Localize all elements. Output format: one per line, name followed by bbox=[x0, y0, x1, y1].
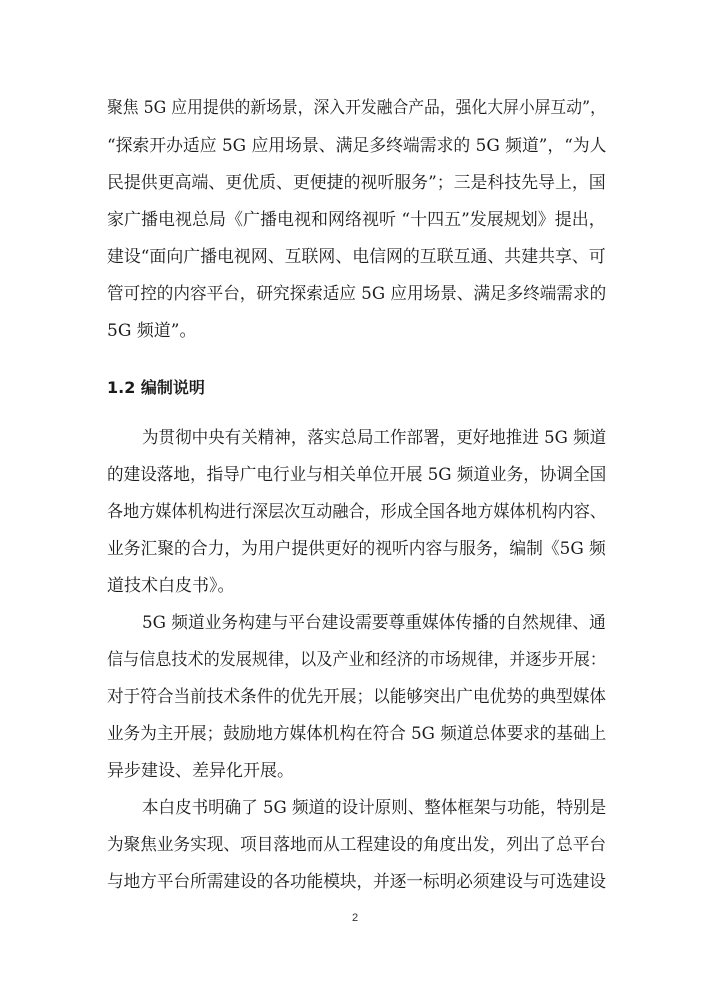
paragraph-line: 对于符合当前技术条件的优先开展；以能够突出广电优势的典型媒体 bbox=[107, 687, 606, 707]
section-heading: 1.2 编制说明 bbox=[107, 378, 205, 397]
paragraph-line: 业务汇聚的合力，为用户提供更好的视听内容与服务，编制《5G 频 bbox=[107, 539, 606, 559]
paragraph-line: “探索开办适应 5G 应用场景、满足多终端需求的 5G 频道”，“为人 bbox=[107, 136, 607, 156]
paragraph-line: 与地方平台所需建设的各功能模块，并逐一标明必须建设与可选建设 bbox=[107, 872, 606, 892]
paragraph-line: 管可控的内容平台，研究探索适应 5G 应用场景、满足多终端需求的 bbox=[107, 284, 607, 304]
paragraph-line: 信与信息技术的发展规律，以及产业和经济的市场规律，并逐步开展： bbox=[107, 650, 606, 670]
paragraph-line: 业务为主开展；鼓励地方媒体机构在符合 5G 频道总体要求的基础上 bbox=[107, 724, 607, 744]
paragraph-line: 聚焦 5G 应用提供的新场景，深入开发融合产品，强化大屏小屏互动”， bbox=[107, 98, 606, 118]
paragraph-line: 道技术白皮书》。 bbox=[107, 576, 235, 596]
paragraph-line: 民提供更高端、更优质、更便捷的视听服务”；三是科技先导上，国 bbox=[107, 173, 606, 193]
paragraph-line: 为聚焦业务实现、项目落地而从工程建设的角度出发，列出了总平台 bbox=[107, 835, 606, 855]
paragraph-line: 各地方媒体机构进行深层次互动融合，形成全国各地方媒体机构内容、 bbox=[107, 502, 606, 522]
paragraph-line: 5G 频道”。 bbox=[107, 321, 197, 341]
paragraph-line: 的建设落地，指导广电行业与相关单位开展 5G 频道业务，协调全国 bbox=[107, 465, 607, 485]
paragraph-line: 家广播电视总局《广播电视和网络视听 “十四五”发展规划》提出， bbox=[107, 210, 606, 230]
paragraph-line: 本白皮书明确了 5G 频道的设计原则、整体框架与功能，特别是 bbox=[142, 798, 607, 818]
paragraph-line: 异步建设、差异化开展。 bbox=[107, 761, 294, 781]
paragraph-line: 5G 频道业务构建与平台建设需要尊重媒体传播的自然规律、通 bbox=[142, 613, 606, 633]
paragraph-line: 为贯彻中央有关精神，落实总局工作部署，更好地推进 5G 频道 bbox=[142, 428, 607, 448]
paragraph-line: 建设“面向广播电视网、互联网、电信网的互联互通、共建共享、可 bbox=[107, 247, 606, 267]
page-number: 2 bbox=[351, 912, 359, 924]
